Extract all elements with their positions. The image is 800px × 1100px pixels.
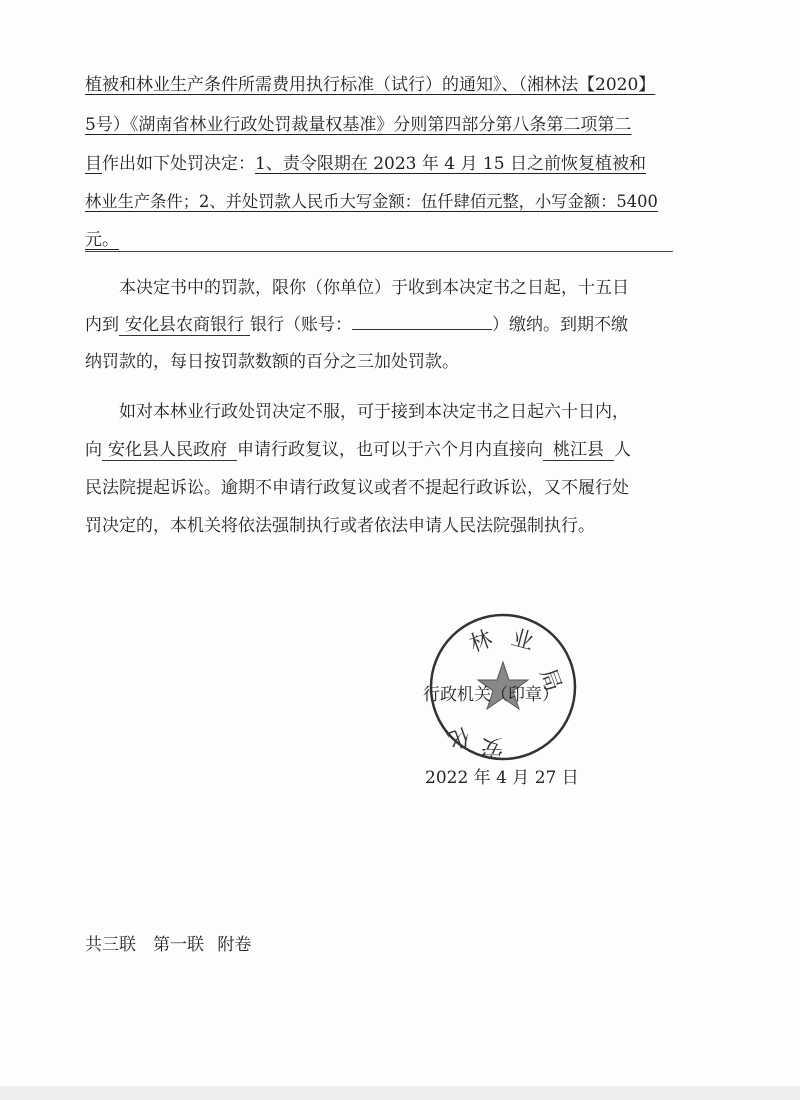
text: 向 [85,440,102,460]
paragraph3-line4: 罚决定的，本机关将依法强制执行或者依法申请人民法院强制执行。 [85,516,595,536]
issuing-authority-label: 行政机关（印章） [423,685,559,705]
text: 人 [614,440,631,460]
paragraph1-line2: 5号）《湖南省林业行政处罚裁量权基准》分则第四部分第八条第二项第二 [85,115,632,135]
paragraph1-line1: 植被和林业生产条件所需费用执行标准（试行）的通知》、（湘林法【2020】 [85,75,656,95]
text: 银行（账号： [250,315,352,335]
paragraph3-line1: 如对本林业行政处罚决定不服，可于接到本决定书之日起六十日内， [119,402,629,422]
issue-date: 2022 年 4 月 27 日 [425,768,579,788]
copy-note: 共三联 第一联 附卷 [85,935,252,955]
svg-text:林: 林 [466,626,496,658]
text: 申请行政复议，也可以于六个月内直接向 [237,440,543,460]
paragraph3-line2 [85,439,675,461]
svg-text:化: 化 [443,721,473,753]
paragraph2-line2 [85,314,675,336]
paragraph1-line3 [85,153,675,175]
bank-name: 安化县农商银行 [119,315,250,336]
line3-prefix: 目 [85,154,102,174]
paragraph2-line1: 本决定书中的罚款，限你（你单位）于收到本决定书之日起，十五日 [119,278,629,298]
paragraph3-line3: 民法院提起诉讼。逾期不申请行政复议或者不提起行政诉讼，又不履行处 [85,478,629,498]
decision-item-1: 1、责令限期在 2023 年 4 月 15 日之前恢复植被和 [255,154,646,174]
paragraph2-line3: 纳罚款的，每日按罚款数额的百分之三加处罚款。 [85,352,459,372]
svg-text:安: 安 [480,734,503,759]
paragraph1-line4: 林业生产条件；2、并处罚款人民币大写金额：伍仟肆佰元整，小写金额：5400 [85,192,658,211]
text: ）缴纳。到期不缴 [492,315,628,335]
decision-intro: 作出如下处罚决定： [102,154,255,174]
scan-edge [0,1086,800,1100]
text: 内到 [85,315,119,335]
court-name: 桃江县 [543,440,614,461]
account-number-blank [352,329,492,330]
underline-rule [85,251,673,252]
svg-text:业: 业 [508,625,537,656]
paragraph1-line5: 元。 [85,230,119,250]
svg-text:局: 局 [534,665,566,695]
review-organ: 安化县人民政府 [102,440,237,461]
